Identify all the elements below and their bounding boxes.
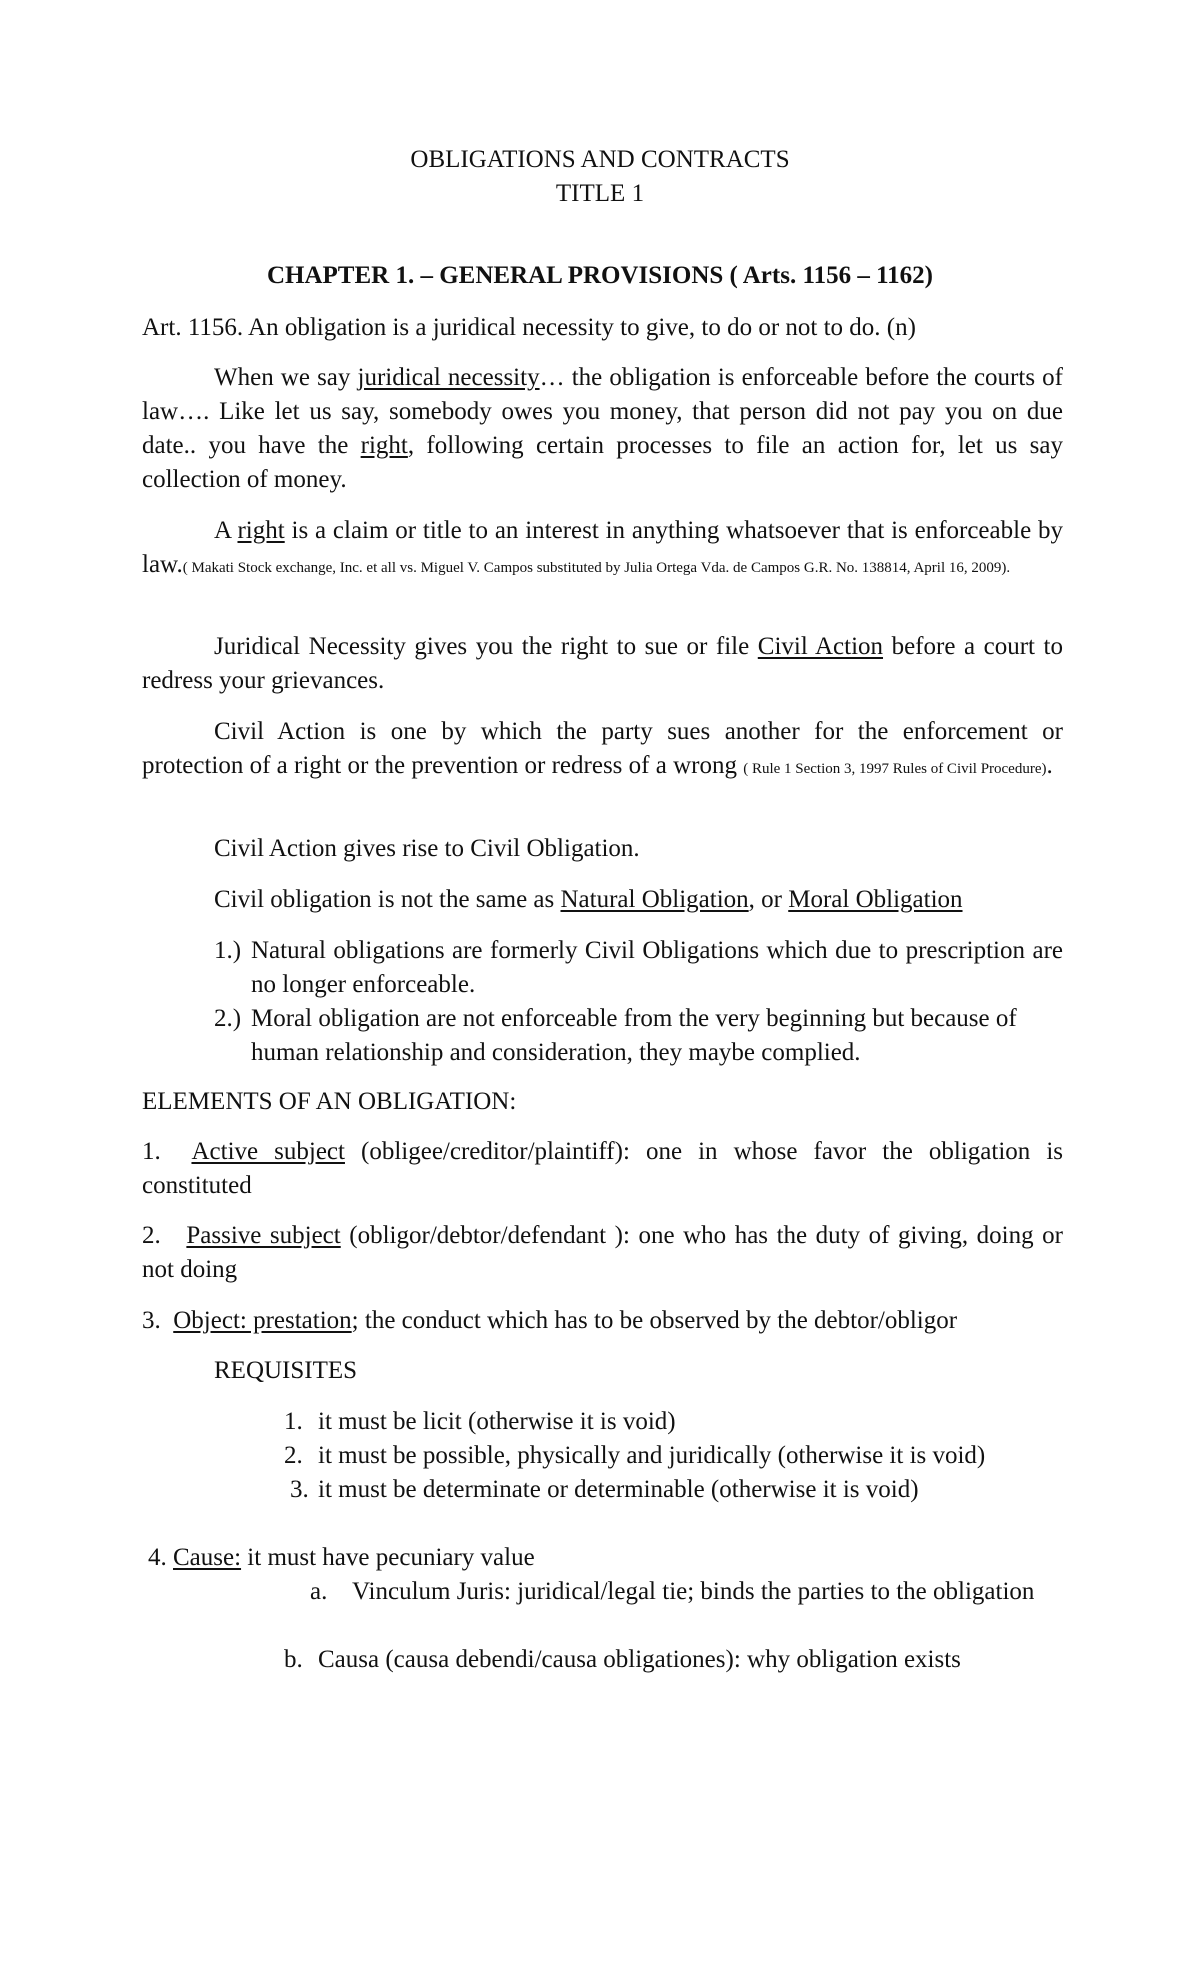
element-text: ; the conduct which has to be observed by the debtor/obligor	[351, 1307, 958, 1334]
document-title: OBLIGATIONS AND CONTRACTS	[410, 146, 790, 173]
list-item	[290, 1473, 1063, 1507]
list-text: Vinculum Juris: juridical/legal tie; binds the parties to the obligation	[352, 1578, 1035, 1605]
p4-text: Civil Action is one by which the party sues another for the enforcement or protection of a right or the prevention or redress of a wrong	[142, 718, 1063, 779]
term-object-prestation: Object: prestation	[173, 1307, 352, 1334]
list-item	[284, 1405, 1063, 1439]
term-juridical-necessity: juridical necessity	[357, 364, 540, 391]
list-number: 3.	[290, 1476, 309, 1503]
list-number: 1.)	[214, 937, 242, 964]
p1-text-post: , following certain processes to file an action for, let us say collection of money.	[142, 432, 1063, 493]
term-natural-obligation: Natural Obligation	[560, 886, 749, 913]
list-number: b.	[284, 1646, 303, 1673]
list-number: 2.)	[214, 1005, 242, 1032]
element-number: 4.	[148, 1544, 167, 1571]
element-number: 1.	[142, 1138, 161, 1165]
p6-text-pre: Civil obligation is not the same as	[214, 886, 561, 913]
term-civil-action: Civil Action	[757, 633, 884, 660]
paragraph-juridical-necessity	[142, 361, 1063, 497]
p3-text-pre: Juridical Necessity gives you the right to sue or file	[214, 633, 758, 660]
p1-text-mid: … the obligation is enforceable before the courts of law…. Like let us say, somebody owes you money, that person did not pay you on due date.. you have the	[142, 364, 1063, 459]
element-cause	[148, 1541, 1063, 1575]
list-item	[284, 1643, 1063, 1677]
element-object	[142, 1304, 1063, 1338]
element-text: (obligor/debtor/defendant ): one who has the duty of giving, doing or not doing	[142, 1222, 1063, 1283]
paragraph-civil-action-right	[142, 630, 1063, 698]
citation-rule-1: ( Rule 1 Section 3, 1997 Rules of Civil Procedure)	[743, 761, 1047, 777]
article-1156: Art. 1156. An obligation is a juridical necessity to give, to do or not to do. (n)	[142, 314, 916, 341]
p3-text-post: before a court to redress your grievances.	[142, 633, 1063, 694]
paragraph-civil-action-definition	[142, 715, 1063, 783]
list-item	[284, 1439, 1063, 1473]
list-text: it must be possible, physically and juridically (otherwise it is void)	[318, 1442, 986, 1469]
list-number: a.	[310, 1578, 328, 1605]
list-item	[284, 1575, 1063, 1643]
list-text: it must be determinate or determinable (otherwise it is void)	[318, 1476, 919, 1503]
element-text: (obligee/creditor/plaintiff): one in whose favor the obligation is constituted	[142, 1138, 1063, 1199]
list-text: Natural obligations are formerly Civil Obligations which due to prescription are no longer enforceable.	[251, 937, 1063, 998]
list-number: 1.	[284, 1408, 303, 1435]
list-text: it must be licit (otherwise it is void)	[318, 1408, 676, 1435]
term-passive-subject: Passive subject	[186, 1222, 341, 1249]
term-right-2: right	[237, 517, 285, 544]
list-text: Moral obligation are not enforceable from the very beginning but because of human relationship and consideration, they maybe complied.	[251, 1005, 1017, 1066]
element-passive-subject	[142, 1219, 1063, 1287]
paragraph-natural-moral	[214, 883, 1063, 917]
p1-text-pre: When we say	[214, 364, 358, 391]
term-right: right	[360, 432, 408, 459]
element-number: 2.	[142, 1222, 161, 1249]
citation-makati: ( Makati Stock exchange, Inc. et all vs. Miguel V. Campos substituted by Julia Ortega Vda. de Campos G.R. No. 138814, April 16, 2009).	[182, 560, 1011, 576]
term-active-subject: Active subject	[191, 1138, 345, 1165]
chapter-heading: CHAPTER 1. – GENERAL PROVISIONS ( Arts. 1156 – 1162)	[266, 262, 934, 289]
term-cause: Cause:	[173, 1544, 242, 1571]
list-number: 2.	[284, 1442, 303, 1469]
list-item	[214, 1002, 1063, 1070]
p2-text-post: is a claim or title to an interest in anything whatsoever that is enforceable by law.	[142, 517, 1063, 578]
list-text: Causa (causa debendi/causa obligationes): why obligation exists	[318, 1646, 961, 1673]
requisites-heading: REQUISITES	[214, 1357, 358, 1384]
p4-end: .	[1046, 752, 1053, 779]
term-moral-obligation: Moral Obligation	[788, 886, 963, 913]
element-number: 3.	[142, 1307, 161, 1334]
list-item	[214, 934, 1063, 1002]
paragraph-right-definition	[142, 514, 1063, 582]
paragraph-civil-obligation: Civil Action gives rise to Civil Obligation.	[214, 835, 640, 862]
elements-heading: ELEMENTS OF AN OBLIGATION:	[142, 1088, 517, 1115]
element-text: it must have pecuniary value	[241, 1544, 535, 1571]
element-active-subject	[142, 1135, 1063, 1203]
document-subtitle: TITLE 1	[555, 180, 645, 207]
p2-text-pre: A	[214, 517, 238, 544]
p6-text-mid: , or	[748, 886, 789, 913]
